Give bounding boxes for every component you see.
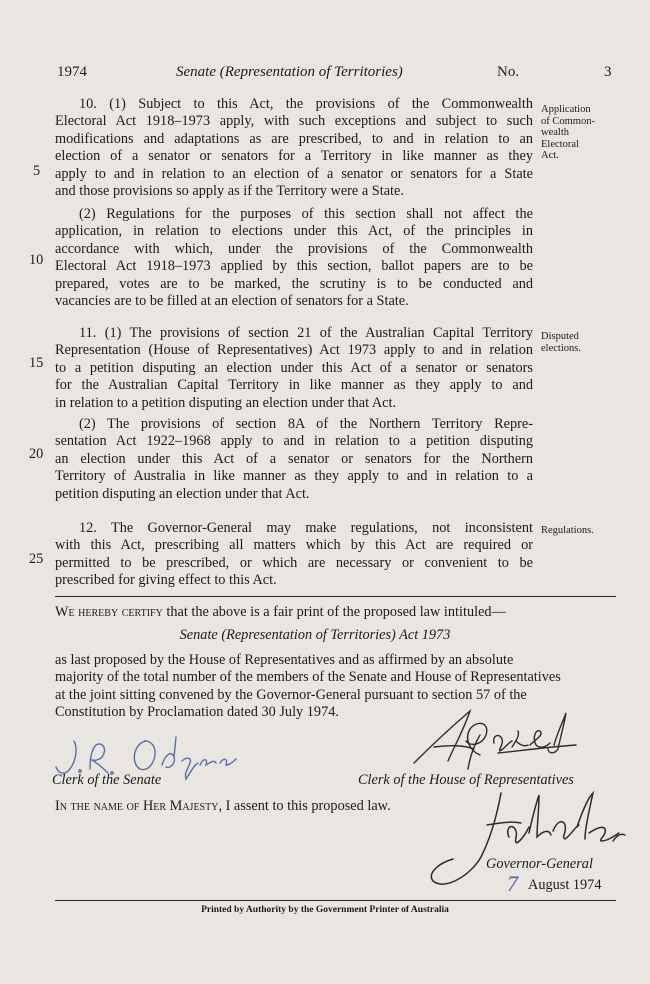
clerk-house-label: Clerk of the House of Representatives xyxy=(358,772,574,788)
clerk-senate-label: Clerk of the Senate xyxy=(52,772,162,788)
section-line: Electoral Act 1918–1973 apply, with such exceptions and subject to such xyxy=(55,113,533,130)
divider-rule xyxy=(55,596,616,597)
certificate-line: majority of the total number of the members of the Senate and House of Representatives xyxy=(55,669,561,686)
margin-note-line: wealth xyxy=(541,127,569,138)
section-10-subsection-1 xyxy=(55,96,533,200)
section-line: application, in relation to elections under this Act, of the principles in xyxy=(55,223,533,240)
line-number: 5 xyxy=(33,163,41,179)
section-line: 12. The Governor-General may make regulations, not inconsistent xyxy=(79,520,533,536)
section-11-subsection-2 xyxy=(55,416,533,503)
line-number: 15 xyxy=(29,355,44,371)
section-11-subsection-1 xyxy=(55,325,533,412)
section-line: 11. (1) The provisions of section 21 of the Australian Capital Territory xyxy=(79,325,533,341)
line-number: 20 xyxy=(29,446,44,462)
section-line: election of a senator or senators for a Territory in like manner as they xyxy=(55,148,533,165)
section-line: petition disputing an election under that Act. xyxy=(55,485,310,502)
section-line: accordance with which, under the provisions of the Commonwealth xyxy=(55,240,533,257)
certificate-lead-rest: that the above is a fair print of the proposed law intituled— xyxy=(162,604,506,620)
section-10-subsection-2 xyxy=(55,206,533,310)
margin-note-line: elections. xyxy=(541,342,581,354)
section-line: Representation (House of Representatives) Act 1973 apply to and in relation xyxy=(55,342,533,359)
section-line: in relation to a petition disputing an election under that Act. xyxy=(55,394,397,411)
section-line: an election under this Act of a senator or senators for the Northern xyxy=(55,450,533,467)
header-title: Senate (Representation of Territories) xyxy=(176,64,403,80)
section-line: prescribed for giving effect to this Act. xyxy=(55,572,277,589)
section-line: for the Australian Capital Territory in like manner as they apply to and xyxy=(55,377,533,394)
section-line: 10. (1) Subject to this Act, the provisions of the Commonwealth xyxy=(79,96,533,112)
certificate-line: as last proposed by the House of Representatives and as affirmed by an absolute xyxy=(55,652,514,668)
certificate-act-title: Senate (Representation of Territories) Act 1973 xyxy=(179,627,451,643)
header-page-number: 3 xyxy=(604,64,612,80)
margin-note-line: Disputed xyxy=(541,331,579,342)
footer-rule xyxy=(55,900,616,901)
section-line: prepared, votes are to be marked, the scrutiny is to be conducted and xyxy=(55,275,533,292)
assent-rest: , I assent to this proposed law. xyxy=(218,798,391,814)
certificate-lead xyxy=(55,604,616,621)
margin-note-regulations xyxy=(541,525,594,537)
section-line: (2) The provisions of section 8A of the Northern Territory Repre- xyxy=(79,416,533,432)
section-12 xyxy=(55,520,533,590)
margin-note-line: of Common- xyxy=(541,115,595,127)
header-no-label: No. xyxy=(497,64,520,80)
margin-note-application xyxy=(541,104,595,162)
certificate-line: Constitution by Proclamation dated 30 July 1974. xyxy=(55,704,339,721)
assent-date-rest: August 1974 xyxy=(528,877,602,893)
section-line: apply to and in relation to an election of a senator or senators for a State xyxy=(55,165,533,182)
margin-note-disputed-elections xyxy=(541,331,581,354)
margin-note-line: Regulations. xyxy=(541,525,594,536)
section-line: Electoral Act 1918–1973 applied by this section, ballot papers are to be xyxy=(55,258,533,275)
margin-note-line: Electoral xyxy=(541,138,579,150)
certificate-lead-smallcaps: We hereby certify xyxy=(55,604,163,620)
clerk-house-signature xyxy=(408,705,588,781)
governor-general-label: Governor-General xyxy=(486,856,593,872)
line-number: 10 xyxy=(29,252,44,268)
assent-date-day: 7 xyxy=(507,871,518,896)
header-year: 1974 xyxy=(57,64,87,80)
section-line: Territory of Australia in like manner as they apply to and in relation to a xyxy=(55,468,533,485)
printer-footer: Printed by Authority by the Government Printer of Australia xyxy=(201,905,449,915)
margin-note-line: Act. xyxy=(541,150,559,161)
assent-smallcaps: In the name of Her Majesty xyxy=(55,798,219,814)
section-line: and those provisions so apply as if the Territory were a State. xyxy=(55,183,404,200)
line-number: 25 xyxy=(29,551,44,567)
section-line: vacancies are to be filled at an election of senators for a State. xyxy=(55,293,409,310)
section-line: to a petition disputing an election under this Act of a senator or senators xyxy=(55,359,533,376)
section-line: modifications and adaptations as are prescribed, to and in relation to an xyxy=(55,130,533,147)
certificate-line: at the joint sitting convened by the Governor-General pursuant to section 57 of the xyxy=(55,686,527,703)
section-line: permitted to be prescribed, or which are necessary or convenient to be xyxy=(55,554,533,571)
section-line: with this Act, prescribing all matters which by this Act are required or xyxy=(55,537,533,554)
section-line: (2) Regulations for the purposes of this section shall not affect the xyxy=(79,206,533,222)
margin-note-line: Application xyxy=(541,104,591,115)
section-line: sentation Act 1922–1968 apply to and in relation to a petition disputing xyxy=(55,433,533,450)
